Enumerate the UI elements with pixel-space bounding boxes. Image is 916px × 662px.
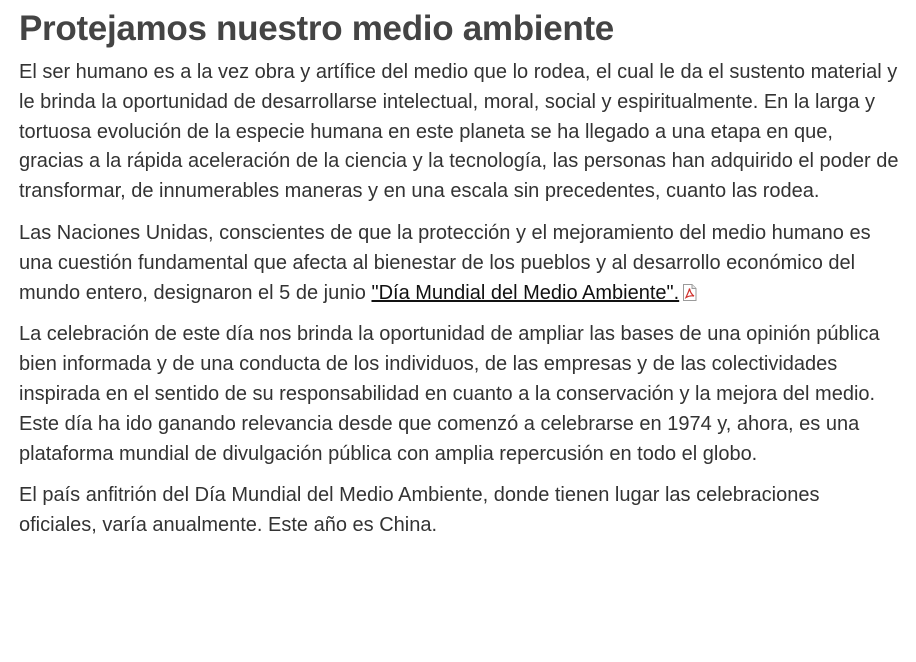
paragraph-2 — [19, 219, 899, 308]
article — [19, 0, 899, 553]
paragraph-4: El país anfitrión del Día Mundial del Medio Ambiente, donde tienen lugar las celebraciones oficiales, varía anualmente. Este año es China. — [19, 484, 820, 537]
paragraph-3: La celebración de este día nos brinda la oportunidad de ampliar las bases de una opinión pública bien informada y de una conducta de los individuos, de las empresas y de las colectividades inspirada en el sentido de su responsabilidad en cuanto a la conservación y la mejora del medio. Este día ha ido ganando relevancia desde que comenzó a celebrarse en 1974 y, ahora, es una plataforma mundial de divulgación pública con amplia repercusión en todo el globo. — [19, 323, 880, 465]
world-environment-day-link[interactable]: "Día Mundial del Medio Ambiente". — [371, 281, 680, 304]
paragraph-2-text: Las Naciones Unidas, conscientes de que la protección y el mejoramiento del medio humano es una cuestión fundamental que afecta al bienestar de los pueblos y al desarrollo económico del mundo entero, designaron el 5 de junio — [19, 221, 871, 304]
pdf-file-icon[interactable] — [682, 281, 697, 298]
page-title: Protejamos nuestro medio ambiente — [19, 9, 614, 48]
paragraph-1: El ser humano es a la vez obra y artífice del medio que lo rodea, el cual le da el sustento material y le brinda la oportunidad de desarrollarse intelectual, moral, social y espiritualmente. En la larga y tortuosa evolución de la especie humana en este planeta se ha llegado a una etapa en que, gracias a la rápida aceleración de la ciencia y la tecnología, las personas han adquirido el poder de transformar, de innumerables maneras y en una escala sin precedentes, cuanto las rodea. — [19, 61, 899, 203]
